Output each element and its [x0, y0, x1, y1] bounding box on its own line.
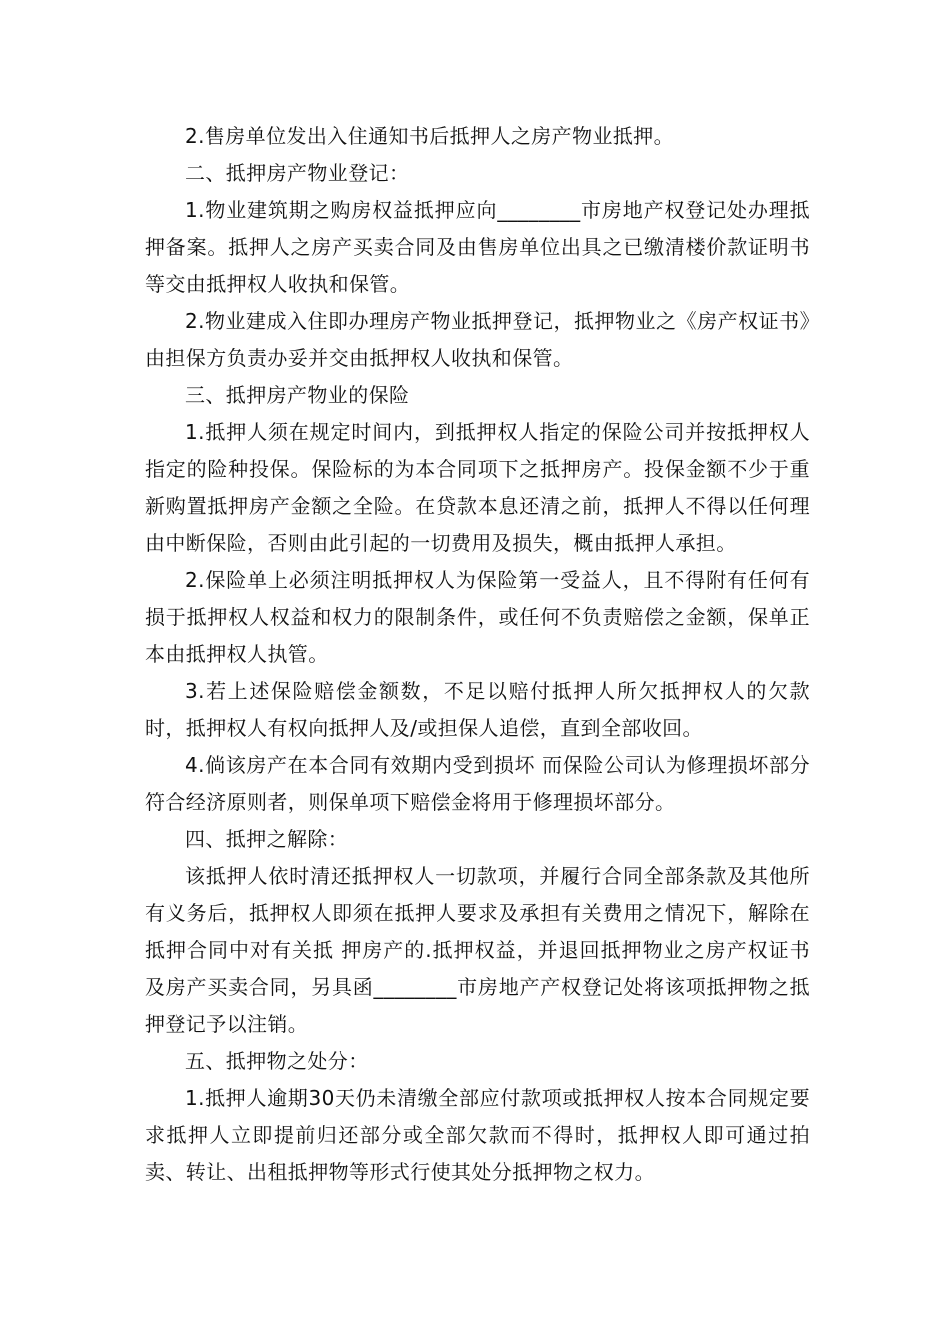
paragraph-8: 3.若上述保险赔偿金额数，不足以赔付抵押人所欠抵押权人的欠款时，抵押权人有权向抵押人及/或担保人追偿，直到全部收回。: [145, 679, 810, 740]
section-heading-5: 五、抵押物之处分：: [185, 1049, 369, 1073]
section-heading-3: 三、抵押房产物业的保险: [185, 383, 410, 407]
paragraph-6: 1.抵押人须在规定时间内，到抵押权人指定的保险公司并按抵押权人指定的险种投保。保险标的为本合同项下之抵押房产。投保金额不少于重新购置抵押房产金额之全险。在贷款本息还清之前，抵押人不得以任何理由中断保险，否则由此引起的一切费用及损失，概由抵押人承担。: [145, 420, 810, 555]
paragraph-3: 1.物业建筑期之购房权益抵押应向________市房地产权登记处办理抵押备案。抵押人之房产买卖合同及由售房单位出具之已缴清楼价款证明书等交由抵押权人收执和保管。: [145, 198, 810, 296]
paragraph-1: 2.售房单位发出入住通知书后抵押人之房产物业抵押。: [185, 124, 675, 148]
paragraph-7: 2.保险单上必须注明抵押权人为保险第一受益人，且不得附有任何有损于抵押权人权益和权力的限制条件，或任何不负责赔偿之金额，保单正本由抵押权人执管。: [145, 568, 810, 666]
section-heading-2: 二、抵押房产物业登记：: [185, 161, 410, 185]
paragraph-9: 4.倘该房产在本合同有效期内受到损坏 而保险公司认为修理损坏部分符合经济原则者，则保单项下赔偿金将用于修理损坏部分。: [145, 753, 810, 814]
paragraph-11: 该抵押人依时清还抵押权人一切款项，并履行合同全部条款及其他所有义务后，抵押权人即须在抵押人要求及承担有关费用之情况下，解除在抵押合同中对有关抵 押房产的.抵押权益，并退回抵押物业之房产权证书及房产买卖合同，另具函________市房地产产权登记处将该项抵押物之抵押登记予以注销。: [145, 864, 810, 1036]
paragraph-13: 1.抵押人逾期30天仍未清缴全部应付款项或抵押权人按本合同规定要求抵押人立即提前归还部分或全部欠款而不得时，抵押权人即可通过拍卖、转让、出租抵押物等形式行使其处分抵押物之权力。: [145, 1086, 810, 1184]
section-heading-4: 四、抵押之解除：: [185, 827, 349, 851]
paragraph-4: 2.物业建成入住即办理房产物业抵押登记，抵押物业之《房产权证书》由担保方负责办妥并交由抵押权人收执和保管。: [145, 309, 810, 370]
